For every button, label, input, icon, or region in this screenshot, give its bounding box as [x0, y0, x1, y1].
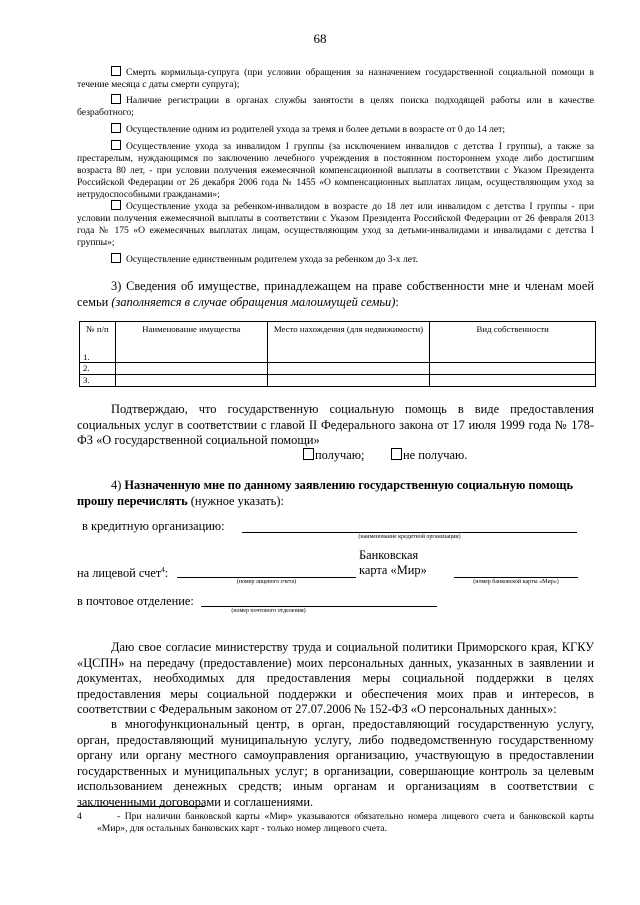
checkbox[interactable] [111, 66, 121, 76]
account-caption: (номер лицевого счета) [236, 579, 297, 585]
row-number: 2. [80, 363, 116, 375]
post-input[interactable] [201, 606, 437, 607]
credit-input[interactable] [242, 532, 577, 533]
table-header-ownership: Вид собственности [430, 322, 596, 363]
section4-heading: 4) Назначенную мне по данному заявлению государственную социальную помощь прошу перечислять (нужное указать): [77, 478, 574, 508]
account-label: на лицевой счет$^4$: [77, 566, 169, 581]
row-number: 3. [80, 375, 116, 387]
checklist-item-6[interactable]: Осуществление единственным родителем ухода за ребенком до 3-х лет. [77, 253, 594, 266]
card-input[interactable] [454, 577, 578, 578]
table-cell[interactable] [115, 363, 267, 375]
checklist-item-2[interactable]: Наличие регистрации в органах службы занятости в целях поиска подходящей работы или в качестве безработного; [77, 95, 594, 118]
checkbox[interactable] [111, 94, 121, 104]
table-cell[interactable] [430, 375, 596, 387]
checklist-item-5[interactable]: Осуществление ухода за ребенком-инвалидом в возрасте до 18 лет или инвалидом с детства I группы - при условии получения ежемесячной выплаты в соответствии с Указом Президента Российской Федерации от 26 февраля 2013 года № 175 «О ежемесячных выплатах лицам, осуществляющим уход за детьми-инвалидами и инвалидами с детства I группы»; [77, 201, 594, 248]
checkbox[interactable] [391, 448, 402, 460]
page-number: 68 [313, 31, 327, 46]
checklist-item-1[interactable]: Смерть кормильца-супруга (при условии обращения за назначением государственной социальной помощи в течение месяца с даты смерти супруга); [77, 67, 594, 90]
consent-paragraph-1: Даю свое согласие министерству труда и социальной политики Приморского края, КГКУ «ЦСПН» на передачу (предоставление) моих персональных данных, указанных в заявлении и документах, необходимых для предоставления меры социальной поддержки в целях предоставления меры социальной поддержки и обеспечения моих прав и интересов, в соответствии с Федеральным законом от 27.07.2006 № 152-ФЗ «О персональных данных»: [77, 640, 594, 716]
table-cell[interactable] [430, 363, 596, 375]
footnote-text: - При наличии банковской карты «Мир» указываются обязательно номера лицевого счета и банковской карты «Мир», для остальных банковских карт - только номер лицевого счета. [97, 811, 594, 834]
table-row[interactable] [80, 363, 596, 375]
post-label: в почтовое отделение: [77, 594, 194, 608]
credit-caption: (наименование кредитной организации) [358, 534, 461, 540]
checkbox[interactable] [111, 253, 121, 263]
table-row [80, 322, 596, 363]
table-cell[interactable] [115, 375, 267, 387]
checklist-item-3[interactable]: Осуществление одним из родителей ухода за тремя и более детьми в возрасте от 0 до 14 лет; [77, 123, 594, 136]
checkbox[interactable] [111, 140, 121, 150]
footnote-divider [77, 806, 205, 807]
table-cell[interactable] [267, 363, 430, 375]
footnote-number: 4 [77, 811, 82, 822]
table-cell[interactable] [267, 375, 430, 387]
table-header-location: Место нахождения (для недвижимости) [267, 322, 430, 363]
checklist-item-4[interactable]: Осуществление ухода за инвалидом I группы (за исключением инвалидов с детства I группы), а также за престарелым, нуждающимся по заключению лечебного учреждения в постоянном постороннем уходе либо достигшим возраста 80 лет, - при условии получения ежемесячной компенсационной выплаты в соответствии с Указом Президента Российской Федерации от 26 декабря 2006 года № 1455 «О компенсационных выплатах лицам, осуществляющим уход за нетрудоспособными гражданами»; [77, 141, 594, 200]
checkbox[interactable] [111, 123, 121, 133]
card-label-1: Банковская [359, 548, 419, 562]
table-header-name: Наименование имущества [115, 322, 267, 363]
card-caption: (номер банковской карты «Мир») [473, 579, 559, 585]
option-receive[interactable]: получаю; [303, 448, 364, 464]
option-not-receive[interactable]: не получаю. [391, 448, 467, 464]
table-header-number: № п/п 1. [80, 322, 116, 363]
checkbox[interactable] [111, 200, 121, 210]
post-caption: (номер почтового отделения) [231, 608, 306, 614]
consent-paragraph-2: в многофункциональный центр, в орган, предоставляющий государственную услугу, орган, предоставляющий муниципальную услугу, либо подведомственную государственному органу или органу местного самоуправления организацию, участвующую в предоставлении государственных и муниципальных услуг; в организации, совершающие контроль за целевым использованием денежных средств; иным органам и организациям в соответствии с заключенными договорами и соглашениями. [77, 717, 594, 809]
account-input[interactable] [177, 577, 356, 578]
section3-heading: 3) Сведения об имуществе, принадлежащем на праве собственности мне и членам моей семьи (заполняется в случае обращения малоимущей семьи): [77, 279, 594, 309]
credit-label: в кредитную организацию: [82, 519, 225, 533]
card-label-2: карта «Мир» [359, 563, 427, 577]
checkbox[interactable] [303, 448, 314, 460]
confirm-text: Подтверждаю, что государственную социальную помощь в виде предоставления социальных услуг в соответствии с главой II Федерального закона от 17 июля 1999 года № 178-ФЗ «О государственной социальной помощи» [77, 402, 594, 447]
property-table [79, 321, 596, 387]
table-row[interactable] [80, 375, 596, 387]
